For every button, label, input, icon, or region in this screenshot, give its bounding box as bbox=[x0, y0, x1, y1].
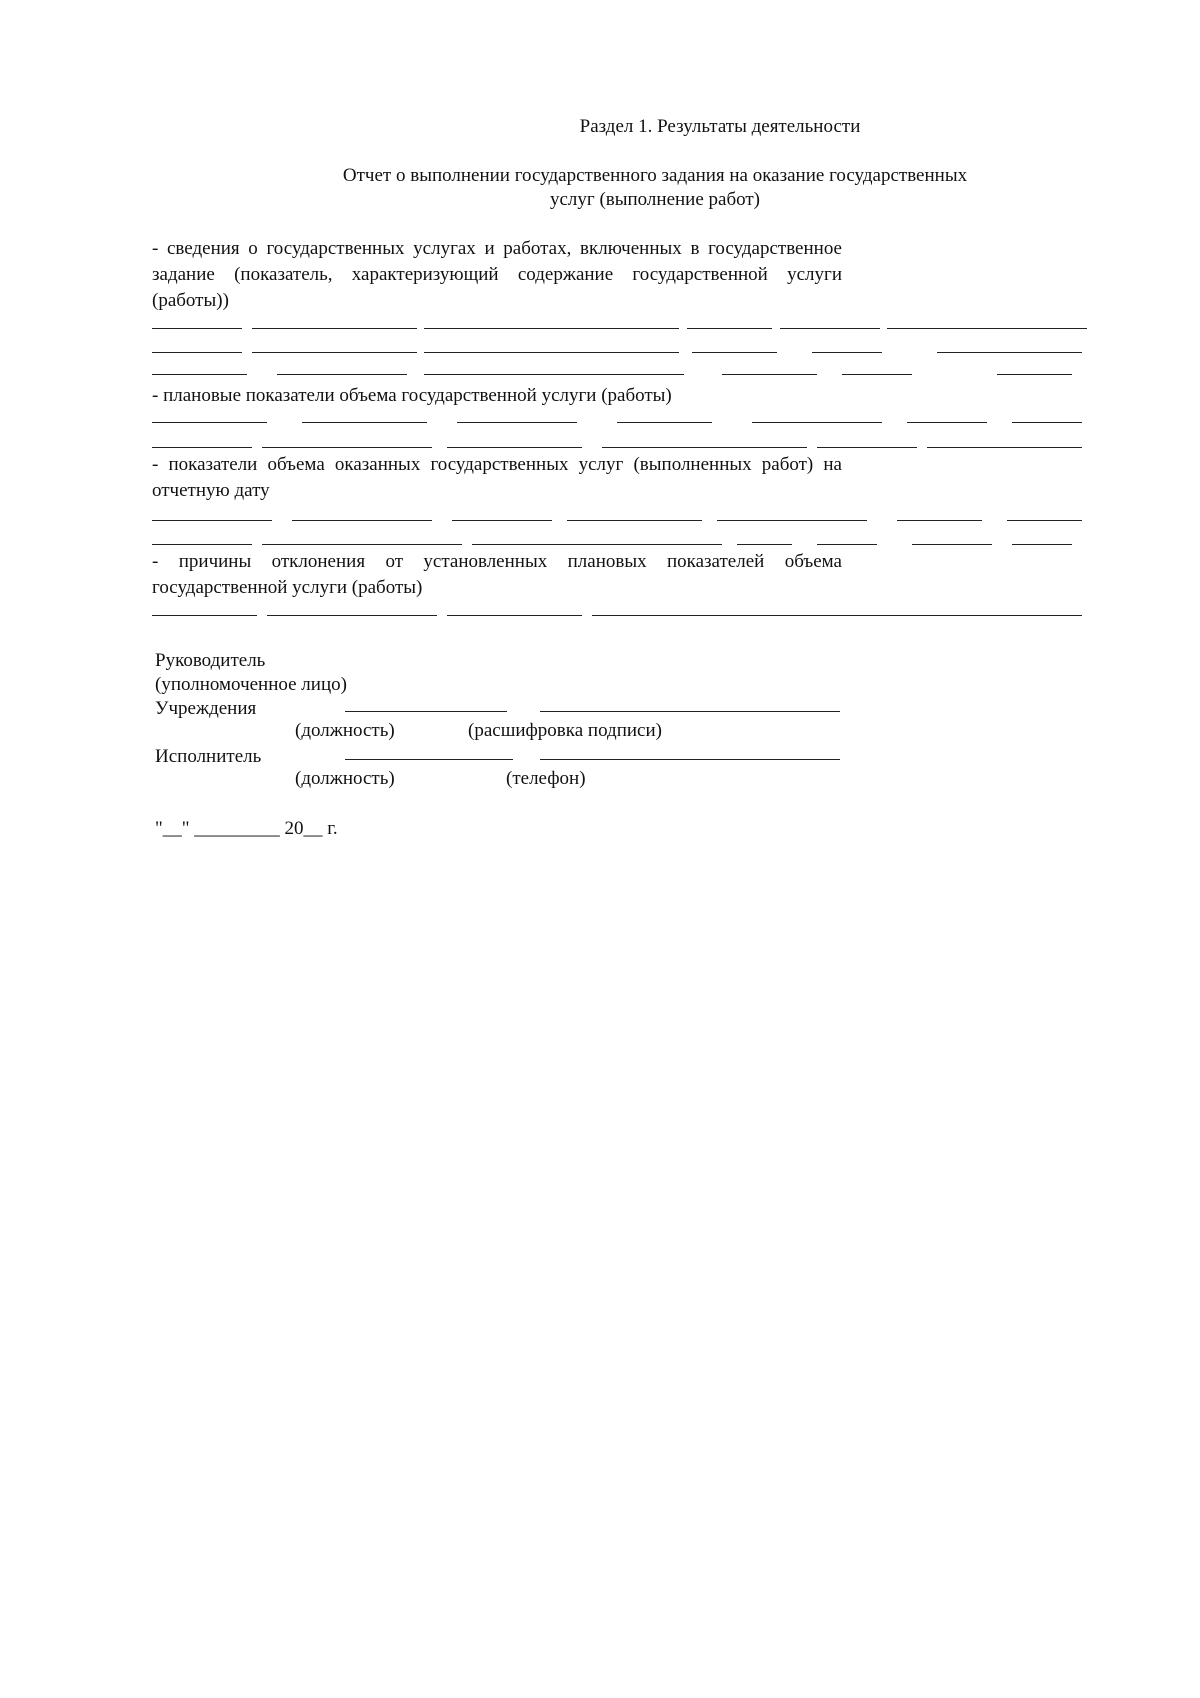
head-label-line1: Руководитель bbox=[155, 650, 266, 671]
executor-position-line bbox=[345, 759, 513, 760]
fill-line bbox=[152, 374, 932, 377]
signature-decoding-line bbox=[540, 711, 840, 712]
item-deviation-reasons: - причины отклонения от установленных плановых показателей объема государственной услуги (работы) bbox=[152, 551, 842, 598]
head-label-line2: (уполномоченное лицо) bbox=[155, 674, 347, 695]
position-line bbox=[345, 711, 507, 712]
fill-line bbox=[152, 328, 932, 331]
item-actual-volume: - показатели объема оказанных государственных услуг (выполненных работ) на отчетную дату bbox=[152, 454, 842, 501]
decoding-caption: (расшифровка подписи) bbox=[468, 720, 662, 741]
fill-line bbox=[152, 422, 932, 425]
section-title: Раздел 1. Результаты деятельности bbox=[579, 116, 861, 137]
fill-line bbox=[152, 447, 932, 450]
date-line: "__" _________ 20__ г. bbox=[155, 818, 338, 839]
fill-line bbox=[152, 615, 932, 618]
phone-caption: (телефон) bbox=[506, 768, 586, 789]
report-title: Отчет о выполнении государственного задания на оказание государственных услуг (выполнение работ) bbox=[342, 165, 968, 210]
position-caption-2: (должность) bbox=[295, 768, 395, 789]
fill-line bbox=[152, 544, 932, 547]
position-caption: (должность) bbox=[295, 720, 395, 741]
fill-line bbox=[152, 520, 932, 523]
head-label-line3: Учреждения bbox=[155, 698, 257, 719]
item-planned-volume: - плановые показатели объема государственной услуги (работы) bbox=[152, 385, 672, 406]
item-services-info: - сведения о государственных услугах и работах, включенных в государственное задание (показатель, характеризующий содержание государственной услуги (работы)) bbox=[152, 238, 842, 311]
fill-line bbox=[152, 352, 932, 355]
executor-phone-line bbox=[540, 759, 840, 760]
executor-label: Исполнитель bbox=[155, 746, 262, 767]
